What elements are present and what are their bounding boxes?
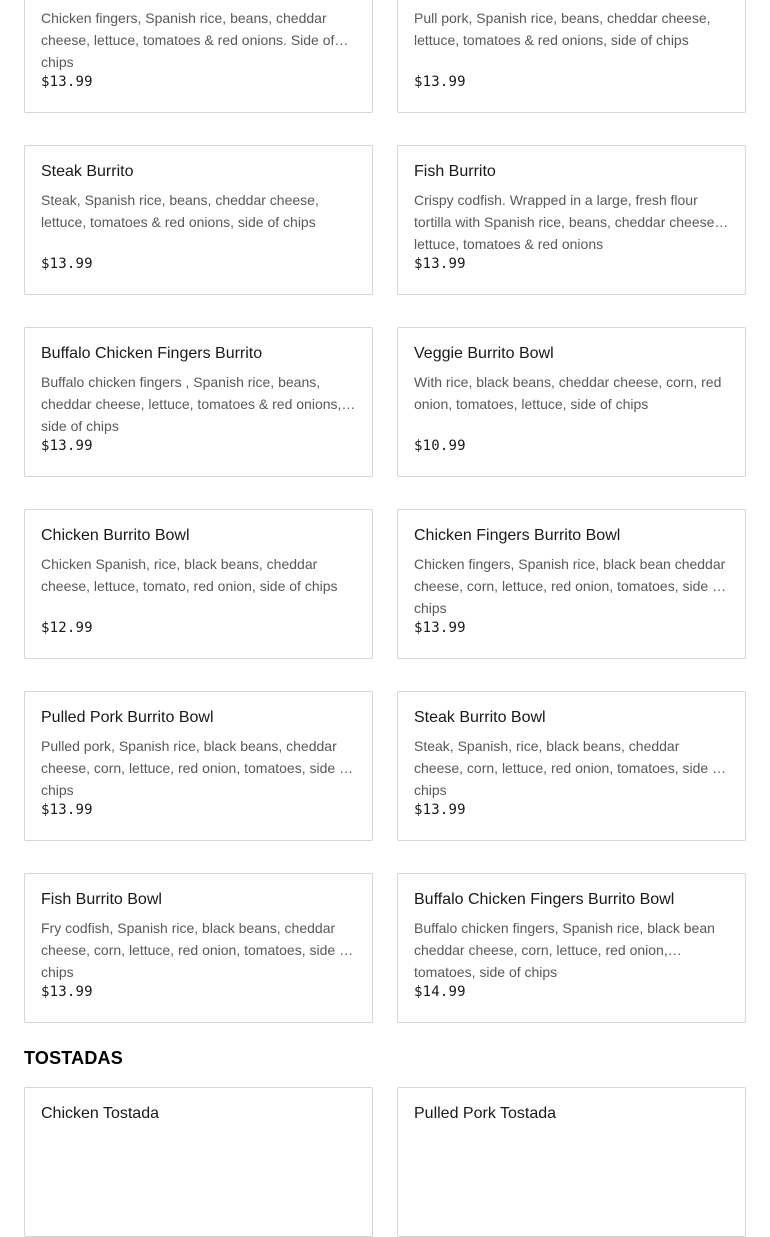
menu-item-name: Steak Burrito Bowl: [414, 709, 546, 726]
menu-item-card[interactable]: [24, 1087, 373, 1237]
menu-item-name: Chicken Burrito Bowl: [41, 527, 190, 544]
menu-item-name: Buffalo Chicken Fingers Burrito Bowl: [414, 891, 675, 908]
menu-item-description: Fry codfish, Spanish rice, black beans, cheddar cheese, corn, lettuce, red onion, tomatoes, side of chips: [41, 920, 351, 980]
menu-item-name: Fish Burrito: [414, 163, 496, 180]
menu-item-description: Buffalo chicken fingers, Spanish rice, black bean cheddar cheese, corn, lettuce, red onion, tomatoes, side of chips: [414, 920, 715, 980]
menu-item-price: $13.99: [41, 438, 93, 454]
menu-item-card[interactable]: [24, 873, 373, 1023]
menu-item-card[interactable]: [24, 145, 373, 295]
menu-item-price: $13.99: [41, 256, 93, 272]
menu-item-name: Chicken Tostada: [41, 1105, 159, 1122]
menu-item-card[interactable]: [24, 691, 373, 841]
menu-item-card[interactable]: [397, 1087, 746, 1237]
menu-item-card[interactable]: [397, 873, 746, 1023]
menu-item-card[interactable]: [397, 509, 746, 659]
menu-item-card[interactable]: [24, 509, 373, 659]
menu-item-description: Steak, Spanish rice, beans, cheddar cheese, lettuce, tomatoes & red onions, side of chips: [41, 192, 319, 230]
menu-item-price: $13.99: [414, 256, 466, 272]
menu-item-price: $13.99: [414, 802, 466, 818]
section-heading-tostadas: TOSTADAS: [24, 1048, 123, 1068]
menu-item-price: $13.99: [41, 984, 93, 1000]
menu-item-description: Pulled pork, Spanish rice, black beans, cheddar cheese, corn, lettuce, red onion, tomatoes, side of chips: [41, 738, 351, 798]
menu-item-card[interactable]: [24, 327, 373, 477]
tostadas-item-grid: [24, 1087, 746, 1237]
menu-item-card[interactable]: [397, 145, 746, 295]
menu-item-description: Buffalo chicken fingers , Spanish rice, beans, cheddar cheese, lettuce, tomatoes & red onions, side of chips: [41, 374, 342, 434]
menu-item-name: Chicken Fingers Burrito Bowl: [414, 527, 621, 544]
menu-item-price: $13.99: [414, 620, 466, 636]
menu-item-description: Steak, Spanish, rice, black beans, cheddar cheese, corn, lettuce, red onion, tomatoes, side of chips: [414, 738, 724, 798]
menu-item-description: Chicken Spanish, rice, black beans, cheddar cheese, lettuce, tomato, red onion, side of chips: [41, 556, 338, 594]
menu-item-description: Chicken fingers, Spanish rice, black bean cheddar cheese, corn, lettuce, red onion, tomatoes, side of chips: [414, 556, 726, 616]
menu-item-description: Crispy codfish. Wrapped in a large, fresh flour tortilla with Spanish rice, beans, cheddar cheese, lettuce, tomatoes & red onions: [414, 192, 719, 252]
menu-item-card[interactable]: [397, 691, 746, 841]
menu-item-description: Pull pork, Spanish rice, beans, cheddar cheese, lettuce, tomatoes & red onions, side of chips: [414, 10, 711, 48]
menu-item-price: $13.99: [41, 802, 93, 818]
menu-item-description: Chicken fingers, Spanish rice, beans, cheddar cheese, lettuce, tomatoes & red onions. Side of chips: [41, 10, 335, 70]
menu-item-name: Pulled Pork Burrito Bowl: [41, 709, 214, 726]
menu-item-price: $13.99: [41, 74, 93, 90]
menu-item-card[interactable]: [24, 0, 373, 113]
menu-item-name: Veggie Burrito Bowl: [414, 345, 554, 362]
menu-item-card[interactable]: [397, 327, 746, 477]
menu-item-name: Fish Burrito Bowl: [41, 891, 162, 908]
menu-item-price: $12.99: [41, 620, 93, 636]
menu-item-price: $14.99: [414, 984, 466, 1000]
menu-item-grid: [24, 0, 746, 1023]
menu-item-price: $10.99: [414, 438, 466, 454]
menu-item-description: With rice, black beans, cheddar cheese, corn, red onion, tomatoes, lettuce, side of chips: [414, 374, 722, 412]
menu-item-card[interactable]: [397, 0, 746, 113]
menu-item-name: Buffalo Chicken Fingers Burrito: [41, 345, 263, 362]
menu-item-price: $13.99: [414, 74, 466, 90]
menu-item-name: Steak Burrito: [41, 163, 134, 180]
menu-item-name: Pulled Pork Tostada: [414, 1105, 557, 1122]
